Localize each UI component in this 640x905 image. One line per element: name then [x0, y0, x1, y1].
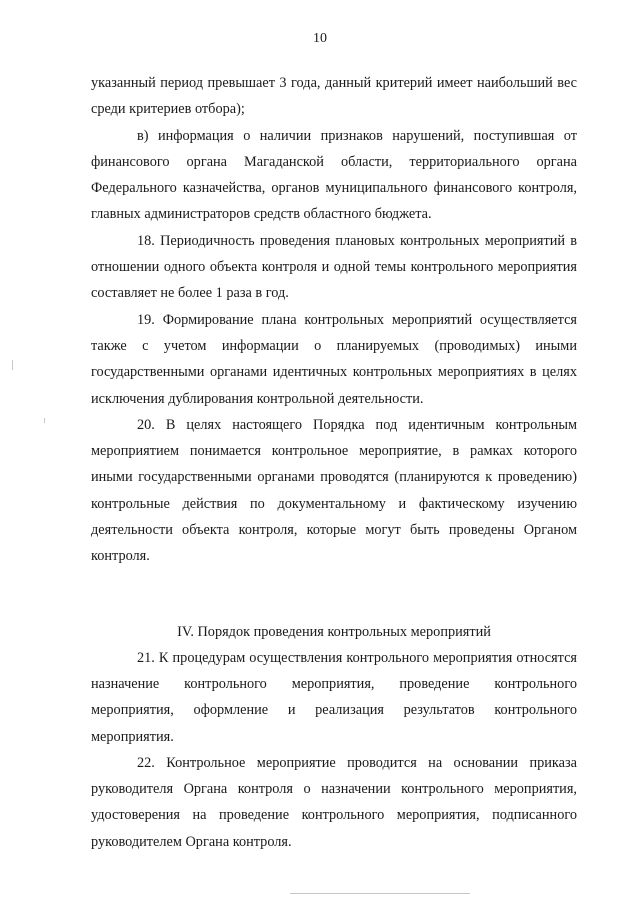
- paragraph-22: 22. Контрольное мероприятие проводится на основании приказа руководителя Органа контроля о назначении контрольного мероприятия, удостоверения на проведение контрольного мероприятия, подписанного руководителем Органа контроля.: [91, 754, 577, 850]
- paragraph-continuation: указанный период превышает 3 года, данный критерий имеет наибольший вес среди критериев отбора);: [91, 75, 577, 118]
- paragraph-21: 21. К процедурам осуществления контрольного мероприятия относятся назначение контрольного мероприятия, проведение контрольного мероприятия, оформление и реализация результатов контрольного мероприятия.: [91, 649, 577, 745]
- paragraph-item-v: в) информация о наличии признаков нарушений, поступившая от финансового органа Магаданской области, территориального органа Федерального казначейства, органов муниципального финансового контроля, главных администраторов средств областного бюджета.: [91, 127, 577, 223]
- paragraph-19: 19. Формирование плана контрольных мероприятий осуществляется также с учетом информации о планируемых (проводимых) иными государственными органами идентичных контрольных мероприятиях в целях исключения дублирования контрольной деятельности.: [91, 311, 577, 407]
- scan-edge-mark: [290, 893, 470, 894]
- section-heading: IV. Порядок проведения контрольных мероприятий: [177, 623, 491, 640]
- document-body: [91, 70, 577, 855]
- page-number: 10: [313, 31, 327, 46]
- scan-edge-mark: [44, 418, 45, 423]
- paragraph-20: 20. В целях настоящего Порядка под идентичным контрольным мероприятием понимается контрольное мероприятие, в рамках которого иными государственными органами проводятся (планируются к проведению) контрольные действия по документальному и фактическому изучению деятельности объекта контроля, которые могут быть проведены Органом контроля.: [91, 416, 577, 565]
- paragraph-18: 18. Периодичность проведения плановых контрольных мероприятий в отношении одного объекта контроля и одной темы контрольного мероприятия составляет не более 1 раза в год.: [91, 232, 577, 302]
- scan-edge-mark: [12, 360, 13, 370]
